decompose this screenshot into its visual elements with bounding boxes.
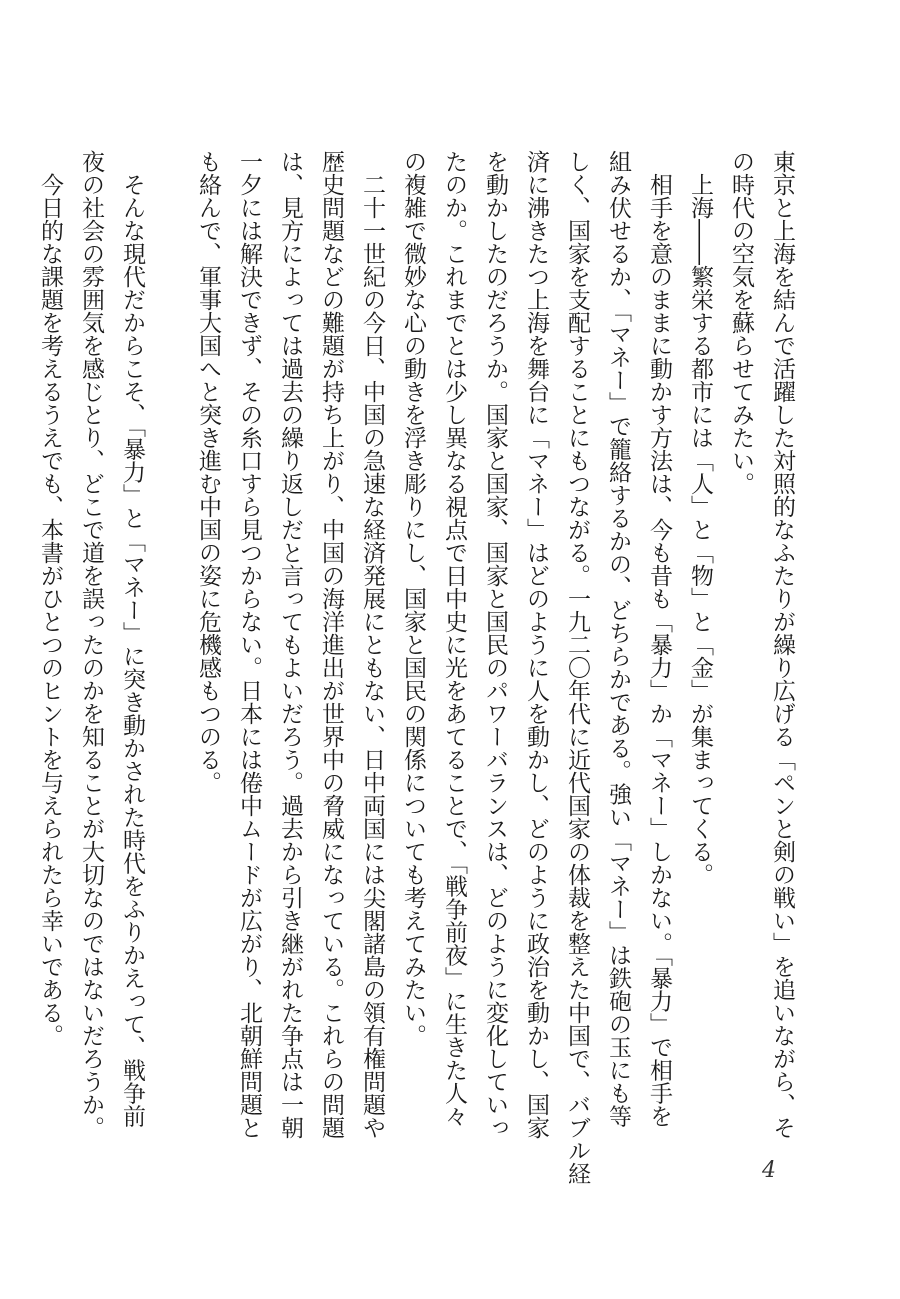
paragraph-4: 二十一世紀の今日、中国の急速な経済発展にともない、日中両国には尖閣諸島の領有権問題や 歴史問題などの難題が持ち上がり、中国の海洋進出が世界中の脅威になっている。これらの問題 は、見方によっては過去の繰り返しだと言ってもよいだろう。過去から引き継がれた争点は一朝 一夕には解決できず、その糸口すら見つからない。日本には倦中ムードが広がり、北朝鮮問題と も絡んで、軍事大国へと突き進む中国の姿に危機感もつのる。 (195, 150, 385, 1139)
paragraph-2: 上海――繁栄する都市には「人」と「物」と「金」が集まってくる。 (687, 150, 713, 886)
paragraph-1: 東京と上海を結んで活躍した対照的なふたりが繰り広げる「ペンと剣の戦い」を追いながら、そ の時代の空気を蘇らせてみたい。 (728, 150, 795, 1139)
paragraph-3: 相手を意のままに動かす方法は、今も昔も「暴力」か「マネー」しかない。「暴力」で相手を 組み伏せるか、「マネー」で籠絡するかの、どちらかである。強い「マネー」は鉄砲の玉にも等 しく、国家を支配することにもつながる。一九二〇年代に近代国家の体裁を整えた中国で、バブル経 済に沸きたつ上海を舞台に「マネー」はどのように人を動かし、どのように政治を動かし、国家 を動かしたのだろうか。国家と国家、国家と国民のパワーバランスは、どのように変化していっ たのか。これまでとは少し異なる視点で日中史に光をあてることで、「戦争前夜」に生きた人々 の複雑で微妙な心の動きを浮き彫りにし、国家と国民の関係についても考えてみたい。 (400, 150, 672, 1185)
page-number: 4 (762, 1158, 776, 1183)
vertical-text-block (37, 150, 802, 1185)
paragraph-5: そんな現代だからこそ、「暴力」と「マネー」に突き動かされた時代をふりかえって、戦争前 夜の社会の雰囲気を感じとり、どこで道を誤ったのかを知ることが大切なのではないだろうか。 今日的な課題を考えるうえでも、本書がひとつのヒントを与えられたら幸いである。 (37, 150, 145, 1139)
